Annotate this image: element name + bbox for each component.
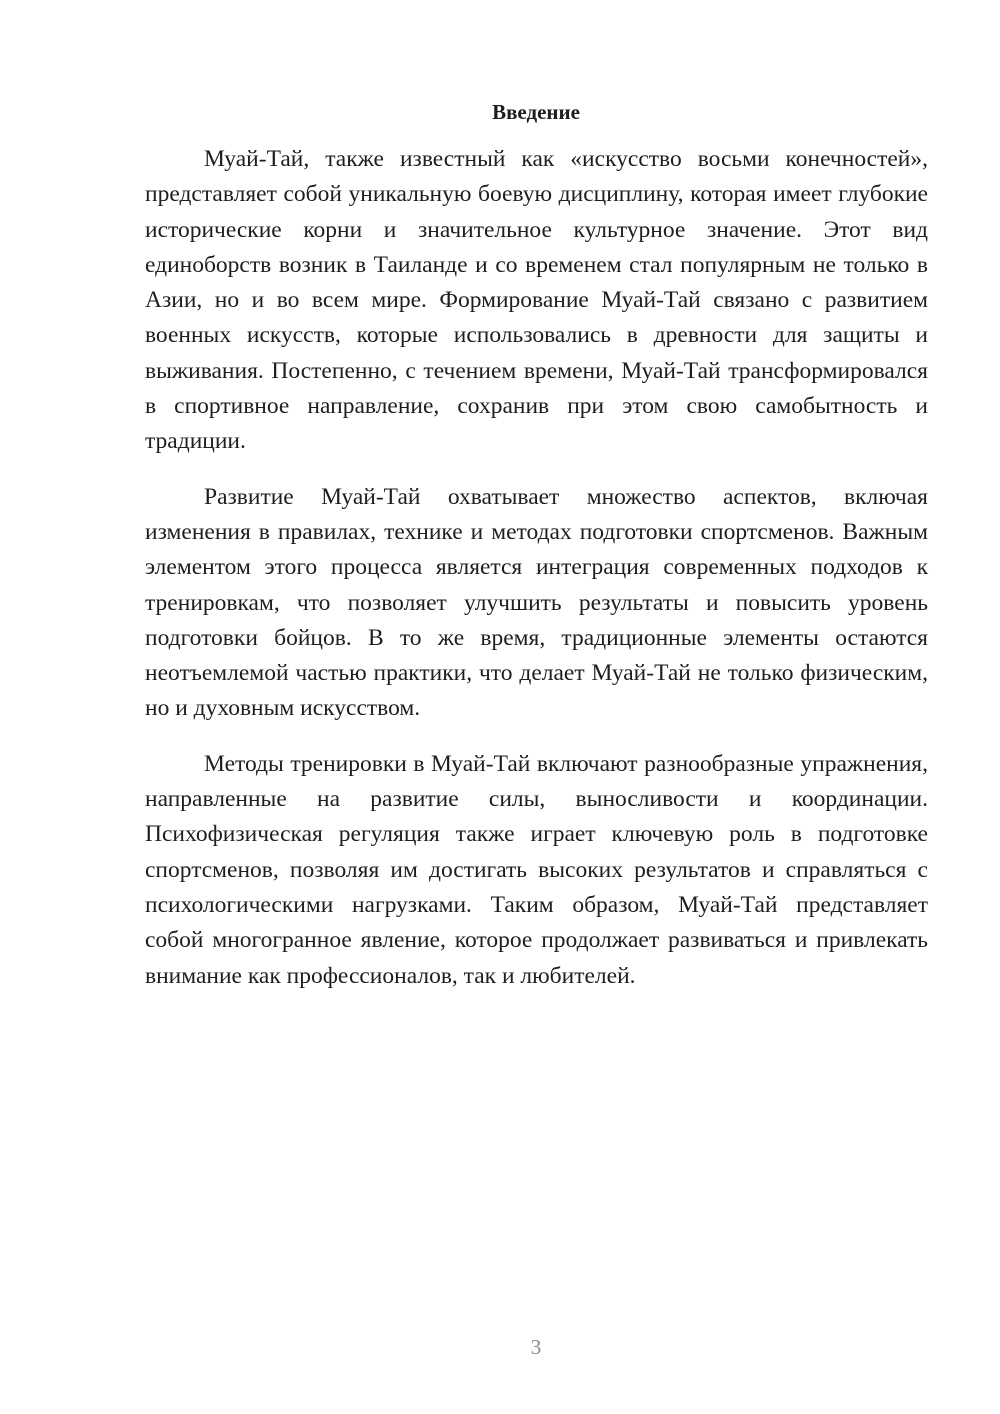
body-text <box>145 142 928 1014</box>
paragraph-3: Методы тренировки в Муай-Тай включают разнообразные упражнения, направленные на развитие силы, выносливости и координации. Психофизическая регуляция также играет ключевую роль в подготовке спортсменов, позволяя им достигать высоких результатов и справляться с психологическими нагрузками. Таким образом, Муай-Тай представляет собой многогранное явление, которое продолжает развиваться и привлекать внимание как профессионалов, так и любителей. <box>145 750 928 989</box>
page-number: 3 <box>530 1335 542 1359</box>
paragraph-1: Муай-Тай, также известный как «искусство восьми конечностей», представляет собой уникальную боевую дисциплину, которая имеет глубокие исторические корни и значительное культурное значение. Этот вид единоборств возник в Таиланде и со временем стал популярным не только в Азии, но и во всем мире. Формирование Муай-Тай связано с развитием военных искусств, которые использовались в древности для защиты и выживания. Постепенно, с течением времени, Муай-Тай трансформировался в спортивное направление, сохранив при этом свою самобытность и традиции. <box>145 146 928 455</box>
section-heading: Введение <box>492 100 580 124</box>
paragraph-2: Развитие Муай-Тай охватывает множество аспектов, включая изменения в правилах, технике и методах подготовки спортсменов. Важным элементом этого процесса является интеграция современных подходов к тренировкам, что позволяет улучшить результаты и повысить уровень подготовки бойцов. В то же время, традиционные элементы остаются неотъемлемой частью практики, что делает Муай-Тай не только физическим, но и духовным искусством. <box>145 483 928 722</box>
